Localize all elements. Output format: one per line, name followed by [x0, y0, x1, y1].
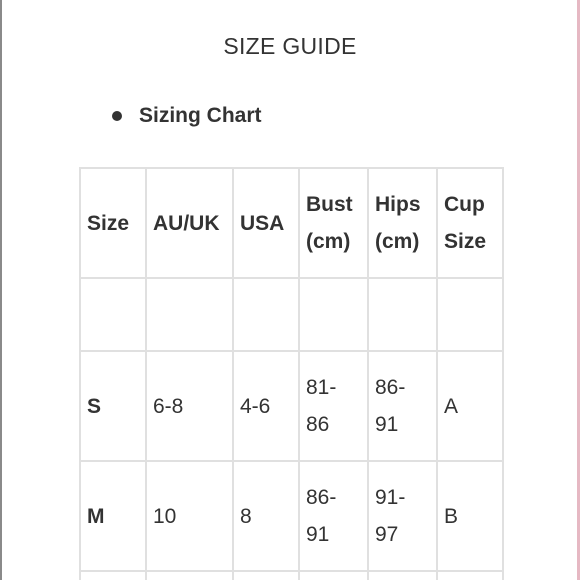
cell-size: M: [80, 461, 146, 571]
cell-usa: 4-6: [233, 351, 299, 461]
cell-au-uk: 6-8: [146, 351, 233, 461]
table-cell: [80, 278, 146, 351]
page-title: SIZE GUIDE: [223, 33, 357, 59]
cell-cup: A: [437, 351, 503, 461]
size-table: [79, 167, 504, 580]
table-blank-row: [80, 278, 503, 351]
table-cell: [299, 278, 368, 351]
header-cup-size: Cup Size: [437, 168, 503, 278]
table-cell: [368, 571, 437, 580]
header-hips: Hips (cm): [368, 168, 437, 278]
table-header-row: [80, 168, 503, 278]
cell-au-uk: 10: [146, 461, 233, 571]
table-cell: [437, 278, 503, 351]
table-cell: [233, 571, 299, 580]
bullet-icon: [112, 111, 122, 121]
table-cell: [368, 278, 437, 351]
header-size: Size: [80, 168, 146, 278]
header-usa: USA: [233, 168, 299, 278]
cell-bust: 81- 86: [299, 351, 368, 461]
table-cell: [437, 571, 503, 580]
sizing-chart-heading: [112, 104, 262, 128]
table-cell: [233, 278, 299, 351]
cell-size: S: [80, 351, 146, 461]
table-cell: [80, 571, 146, 580]
cell-hips: 91- 97: [368, 461, 437, 571]
section-heading: Sizing Chart: [139, 104, 262, 127]
cell-bust: 86- 91: [299, 461, 368, 571]
left-edge-line: [0, 0, 2, 580]
header-au-uk: AU/UK: [146, 168, 233, 278]
table-row: [80, 461, 503, 571]
header-bust: Bust (cm): [299, 168, 368, 278]
table-cell: [146, 571, 233, 580]
cell-hips: 86- 91: [368, 351, 437, 461]
table-cell: [146, 278, 233, 351]
table-row-cut-off: [80, 571, 503, 580]
cell-cup: B: [437, 461, 503, 571]
cell-usa: 8: [233, 461, 299, 571]
table-cell: [299, 571, 368, 580]
table-row: [80, 351, 503, 461]
